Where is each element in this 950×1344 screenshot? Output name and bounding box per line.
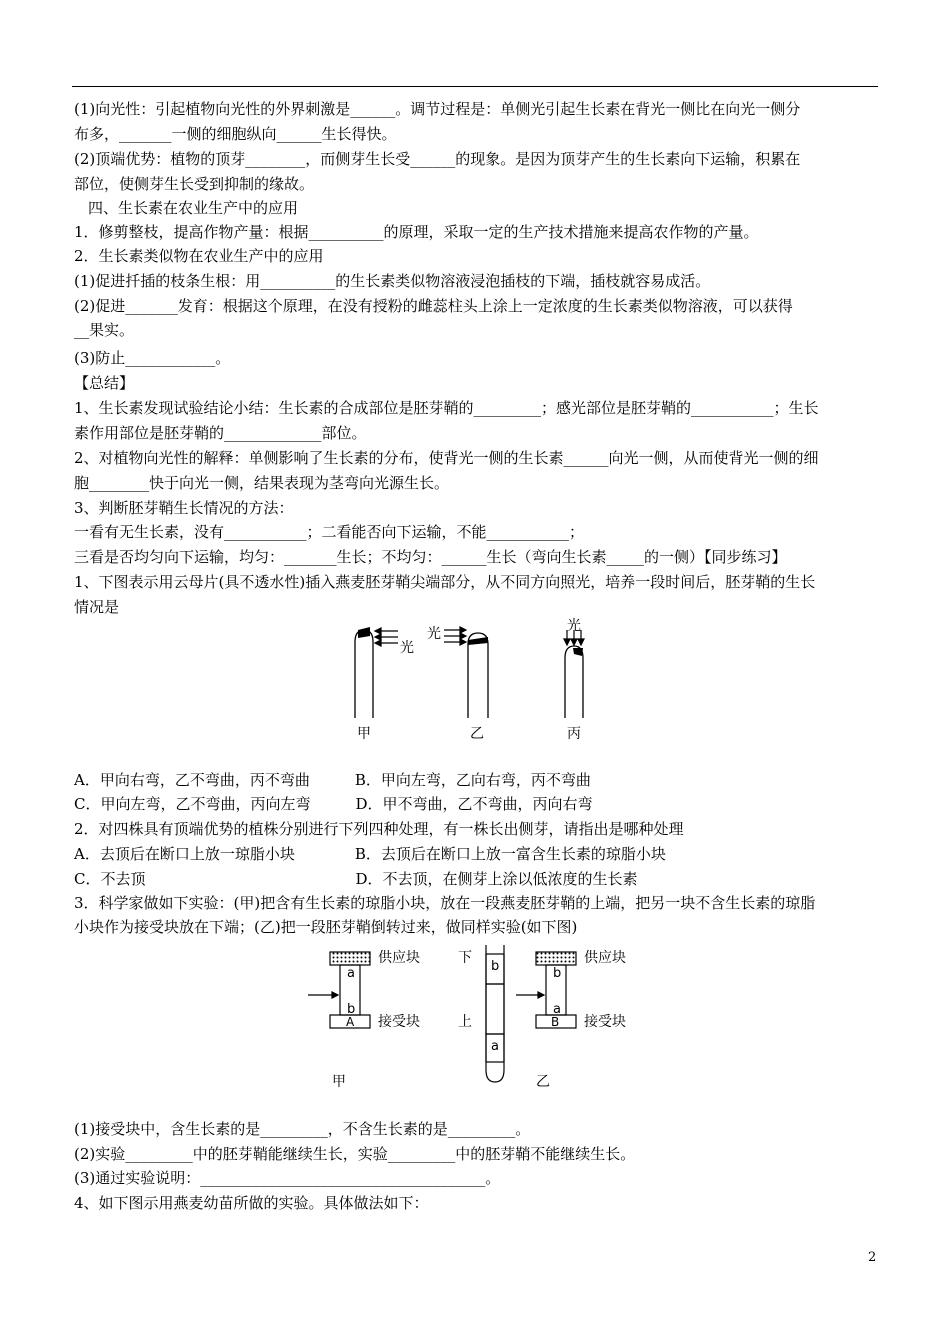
page-number: 2 — [868, 1250, 877, 1265]
summary-heading: 【总结】 — [74, 374, 135, 392]
label-yi: 乙 — [470, 726, 484, 742]
question-2: 2．对四株具有顶端优势的植株分别进行下列四种处理，有一株长出侧芽，请指出是哪种处理 — [74, 820, 684, 838]
text-line: 三看是否均匀向下运输，均匀：_______生长；不均匀：______生长（弯向生长素_____的一侧）【同步练习】 — [74, 548, 787, 566]
question-1: 1、下图表示用云母片(具不透水性)插入燕麦胚芽鞘尖端部分，从不同方向照光，培养一段时间后，胚芽鞘的生长 — [74, 573, 816, 591]
text-line: (3)防止____________。 — [74, 349, 231, 367]
text-line: 3、判断胚芽鞘生长情况的方法： — [74, 499, 294, 517]
block-B: B — [551, 1015, 560, 1029]
text-line: (1)向光性：引起植物向光性的外界刺激是______。调节过程是：单侧光引起生长素在背光一侧比在向光一侧分 — [74, 100, 801, 118]
text-line: 布多，_______一侧的细胞纵向______生长得快。 — [74, 125, 397, 143]
label-bing: 丙 — [567, 726, 581, 742]
text-line: (2)实验_________中的胚芽鞘能继续生长，实验_________中的胚芽鞘不能继续生长。 — [74, 1145, 636, 1163]
text-line: 部位，使侧芽生长受到抑制的缘故。 — [74, 175, 315, 193]
option-line: C．甲向左弯，乙不弯曲，丙向左弯 D．甲不弯曲，乙不弯曲，丙向右弯 — [74, 795, 593, 813]
question-3: 3．科学家做如下实验：(甲)把含有生长素的琼脂小块，放在一段燕麦胚芽鞘的上端，把另一块不含生长素的琼脂 — [74, 894, 816, 912]
text-line: __果实。 — [74, 321, 135, 339]
text-line: 胞________快于向光一侧，结果表现为茎弯向光源生长。 — [74, 474, 450, 492]
block-A: A — [346, 1015, 355, 1029]
option-line: A．甲向右弯，乙不弯曲，丙不弯曲 B．甲向左弯，乙向右弯，丙不弯曲 — [74, 771, 591, 789]
down-label: 下 — [458, 950, 472, 966]
text-line: 素作用部位是胚芽鞘的_____________部位。 — [74, 424, 367, 442]
text-line: 1．修剪整枝，提高作物产量：根据__________的原理，采取一定的生产技术措施来提高农作物的产量。 — [74, 223, 759, 241]
tip-a2: a — [553, 1002, 561, 1017]
tube-a: a — [491, 1039, 499, 1054]
text-line: 一看有无生长素，没有___________；二看能否向下运输，不能___________； — [74, 523, 585, 541]
section-heading: 四、生长素在农业生产中的应用 — [88, 199, 299, 217]
text-line: (1)促进扦插的枝条生根：用__________的生长素类似物溶液浸泡插枝的下端，插枝就容易成活。 — [74, 272, 711, 290]
coleoptile-light-figure — [340, 618, 600, 748]
light-label: 光 — [567, 618, 581, 634]
base-b: b — [347, 1002, 356, 1017]
label-yi: 乙 — [536, 1074, 550, 1090]
tube-b: b — [491, 959, 500, 974]
light-label: 光 — [427, 626, 441, 642]
text-line: 1、生长素发现试验结论小结：生长素的合成部位是胚芽鞘的_________；感光部位是胚芽鞘的___________；生长 — [74, 399, 819, 417]
up-label: 上 — [458, 1014, 472, 1030]
supply-label: 供应块 — [378, 950, 420, 966]
text-line: (2)促进_______发育：根据这个原理，在没有授粉的雌蕊柱头上涂上一定浓度的生长素类似物溶液，可以获得 — [74, 297, 793, 315]
agar-block-figure — [300, 940, 660, 1090]
base-b2: b — [553, 966, 562, 981]
text-line: (1)接受块中，含生长素的是_________，不含生长素的是_________。 — [74, 1120, 531, 1138]
receive-label: 接受块 — [378, 1014, 420, 1030]
text-line: (2)顶端优势：植物的顶芽________，而侧芽生长受______的现象。是因为顶芽产生的生长素向下运输，积累在 — [74, 150, 801, 168]
text-line: 2、对植物向光性的解释：单侧影响了生长素的分布，使背光一侧的生长素______向光一侧，从而使背光一侧的细 — [74, 449, 819, 467]
supply-label: 供应块 — [584, 950, 626, 966]
receive-label: 接受块 — [584, 1014, 626, 1030]
text-line: 小块作为接受块放在下端；(乙)把一段胚芽鞘倒转过来，做同样实验(如下图) — [74, 918, 578, 936]
label-jia: 甲 — [357, 726, 371, 742]
text-line: 2．生长素类似物在农业生产中的应用 — [74, 247, 324, 265]
option-line: A．去顶后在断口上放一琼脂小块 B．去顶后在断口上放一富含生长素的琼脂小块 — [74, 845, 666, 863]
option-line: C．不去顶 D．不去顶，在侧芽上涂以低浓度的生长素 — [74, 870, 638, 888]
text-line: 情况是 — [74, 598, 120, 616]
header-rule — [72, 86, 878, 87]
label-jia: 甲 — [332, 1074, 346, 1090]
light-label: 光 — [400, 640, 414, 656]
text-line: (3)通过实验说明：______________________________________。 — [74, 1169, 501, 1187]
question-4: 4、如下图示用燕麦幼苗所做的实验。具体做法如下： — [74, 1194, 429, 1212]
tip-a: a — [347, 966, 355, 981]
